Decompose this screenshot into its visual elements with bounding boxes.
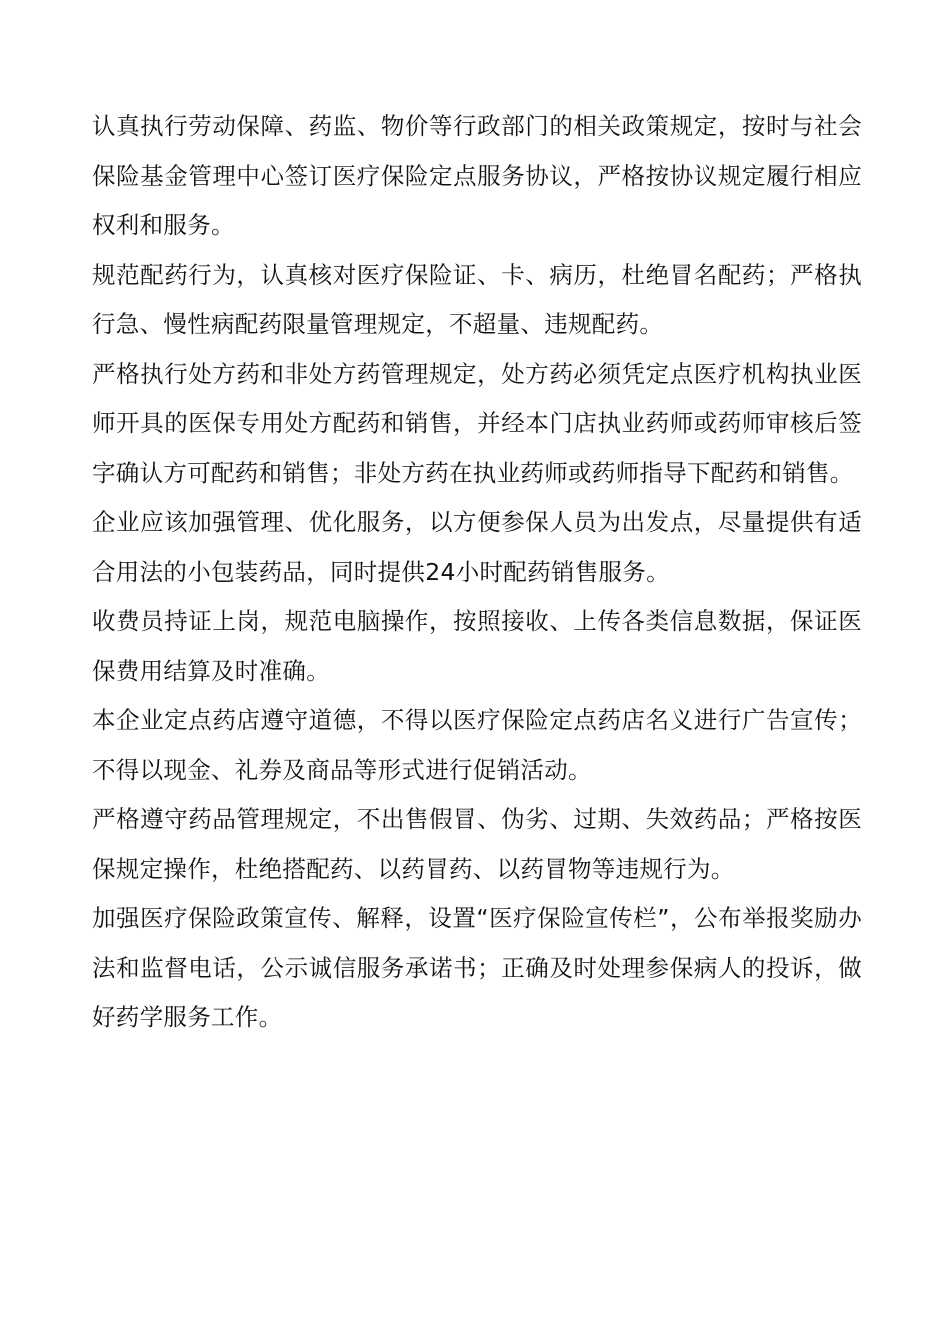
paragraph-8: 加强医疗保险政策宣传、解释，设置“医疗保险宣传栏”，公布举报奖励办法和监督电话，公示诚信服务承诺书；正确及时处理参保病人的投诉，做好药学服务工作。 — [92, 904, 862, 1031]
paragraph-3: 严格执行处方药和非处方药管理规定，处方药必须凭定点医疗机构执业医师开具的医保专用处方配药和销售，并经本门店执业药师或药师审核后签字确认方可配药和销售；非处方药在执业药师或药师指导下配药和销售。 — [92, 359, 862, 487]
paragraph-4: 企业应该加强管理、优化服务，以方便参保人员为出发点，尽量提供有适合用法的小包装药品，同时提供24小时配药销售服务。 — [92, 508, 862, 586]
paragraph-1: 认真执行劳动保障、药监、物价等行政部门的相关政策规定，按时与社会保险基金管理中心签订医疗保险定点服务协议，严格按协议规定履行相应权利和服务。 — [92, 112, 862, 239]
paragraph-6: 本企业定点药店遵守道德，不得以医疗保险定点药店名义进行广告宣传；不得以现金、礼券及商品等形式进行促销活动。 — [92, 706, 862, 784]
paragraph-2: 规范配药行为，认真核对医疗保险证、卡、病历，杜绝冒名配药；严格执行急、慢性病配药限量管理规定，不超量、违规配药。 — [92, 260, 862, 338]
document-body — [92, 102, 862, 1043]
paragraph-5: 收费员持证上岗，规范电脑操作，按照接收、上传各类信息数据，保证医保费用结算及时准确。 — [92, 607, 862, 685]
paragraph-7: 严格遵守药品管理规定，不出售假冒、伪劣、过期、失效药品；严格按医保规定操作，杜绝搭配药、以药冒药、以药冒物等违规行为。 — [92, 805, 862, 883]
